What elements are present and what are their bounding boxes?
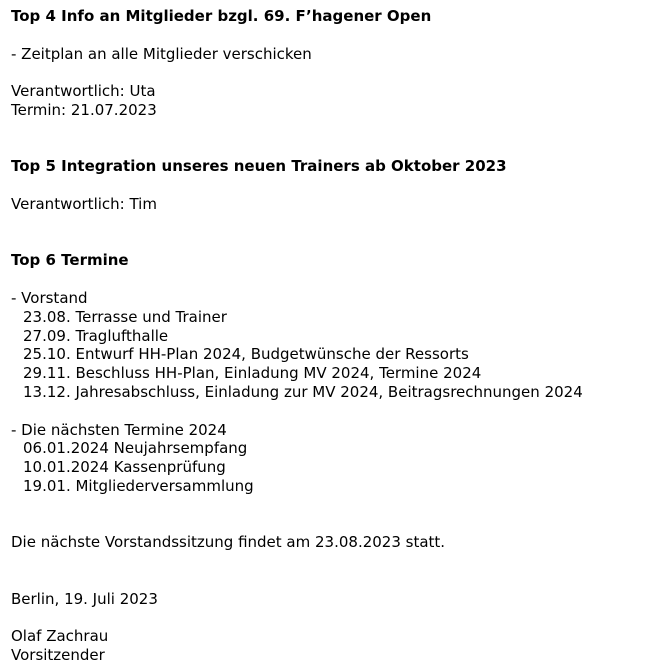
board-date-item: 25.10. Entwurf HH-Plan 2024, Budgetwünsche der Ressorts [23, 345, 469, 364]
board-date-item: 23.08. Terrasse und Trainer [23, 307, 227, 326]
signer-role: Vorsitzender [11, 646, 105, 665]
spacer [11, 609, 651, 628]
next-date-item: 06.01.2024 Neujahrsempfang [23, 439, 248, 458]
next-dates-label: - Die nächsten Termine 2024 [11, 420, 227, 439]
next-meeting-note: Die nächste Vorstandssitzung findet am 23.08.2023 statt. [11, 533, 446, 552]
place-date: Berlin, 19. Juli 2023 [11, 589, 158, 608]
spacer [11, 552, 651, 590]
top4-deadline: Termin: 21.07.2023 [11, 100, 157, 119]
board-date-item: 29.11. Beschluss HH-Plan, Einladung MV 2024, Termine 2024 [23, 364, 482, 383]
spacer [11, 214, 651, 252]
top6-heading: Top 6 Termine [11, 251, 129, 270]
spacer [11, 176, 651, 195]
top4-responsible: Verantwortlich: Uta [11, 82, 156, 101]
board-date-item: 27.09. Traglufthalle [23, 326, 169, 345]
top4-item: - Zeitplan an alle Mitglieder verschicken [11, 44, 312, 63]
top5-heading: Top 5 Integration unseres neuen Trainers ab Oktober 2023 [11, 157, 507, 176]
spacer [11, 26, 651, 45]
board-dates-label: - Vorstand [11, 288, 88, 307]
board-date-item: 13.12. Jahresabschluss, Einladung zur MV 2024, Beitragsrechnungen 2024 [23, 382, 583, 401]
top5-responsible: Verantwortlich: Tim [11, 194, 157, 213]
spacer [11, 120, 651, 158]
top4-heading: Top 4 Info an Mitglieder bzgl. 69. F’hagener Open [11, 7, 432, 25]
next-date-item: 19.01. Mitgliederversammlung [23, 476, 254, 495]
spacer [11, 402, 651, 421]
spacer [11, 496, 651, 534]
spacer [11, 63, 651, 82]
next-date-item: 10.01.2024 Kassenprüfung [23, 458, 226, 477]
protocol-document [11, 7, 651, 665]
signer-name: Olaf Zachrau [11, 627, 109, 646]
spacer [11, 270, 651, 289]
